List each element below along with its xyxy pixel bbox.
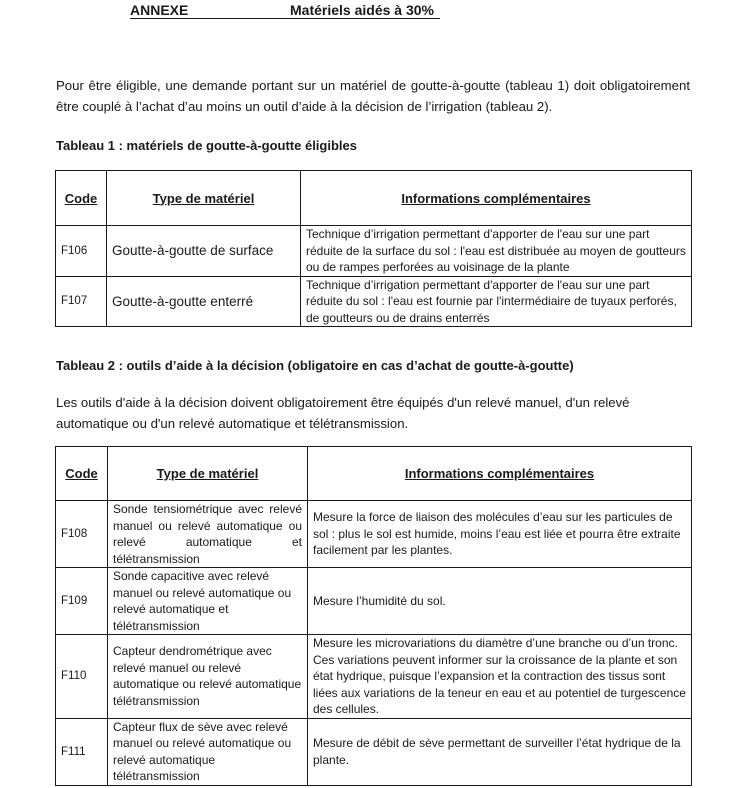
table2 [55, 446, 692, 786]
table2-intro: Les outils d'aide à la décision doivent obligatoirement être équipés d'un relevé manuel, d'un relevé automatique ou d'un relevé automatique et télétransmission. [56, 395, 630, 431]
table-row [56, 226, 692, 277]
row-info: Technique d’irrigation permettant d'apporter de l'eau sur une part réduite de la surface du sol : l'eau est distribuée au moyen de goutteurs ou de rampes perforées au voisinage de la plante [301, 226, 692, 277]
page-title [130, 2, 440, 19]
intro-paragraph: Pour être éligible, une demande portant sur un matériel de goutte-à-goutte (tableau 1) doit obligatoirement être couplé à l’achat d’au moins un outil d’aide à la décision de l’irrigation (tableau 2). [56, 78, 690, 114]
row-type: Sonde capacitive avec relevé manuel ou relevé automatique ou relevé automatique et télétransmission [108, 568, 308, 635]
row-info: Mesure de débit de sève permettant de surveiller l’état hydrique de la plante. [308, 718, 692, 785]
table1-header-row [56, 171, 692, 226]
row-info: Mesure la force de liaison des molécules d’eau sur les particules de sol : plus le sol est humide, moins l’eau est liée et pourra être extraite facilement par les plantes. [308, 501, 692, 568]
table1-col-info: Informations complémentaires [301, 171, 692, 226]
table-row [56, 568, 692, 635]
table-row [56, 276, 692, 327]
row-code: F109 [56, 568, 108, 635]
table2-heading: Tableau 2 : outils d’aide à la décision (obligatoire en cas d’achat de goutte-à-goutte) [56, 358, 574, 373]
row-type: Goutte-à-goutte de surface [107, 226, 301, 277]
row-info: Mesure les microvariations du diamètre d’une branche ou d’un tronc. Ces variations peuvent informer sur la croissance de la plante et son état hydrique, puisque l’expansion et la contraction des tissus sont liées aux variations de la teneur en eau et au potentiel de turgescence des cellules. [308, 635, 692, 719]
row-type: Sonde tensiométrique avec relevé manuel ou relevé automatique ou relevé automatique et télétransmission [108, 501, 308, 568]
table2-col-info: Informations complémentaires [308, 447, 692, 501]
row-code: F107 [56, 276, 107, 327]
row-code: F108 [56, 501, 108, 568]
row-info: Technique d’irrigation permettant d'apporter de l'eau sur une part réduite du sol : l'eau est fournie par l'intermédiaire de tuyaux perforés, de goutteurs ou de drains enterrés [301, 276, 692, 327]
row-code: F106 [56, 226, 107, 277]
row-type: Capteur dendrométrique avec relevé manuel ou relevé automatique ou relevé automatique télétransmission [108, 635, 308, 719]
row-type: Goutte-à-goutte enterré [107, 276, 301, 327]
row-type: Capteur flux de sève avec relevé manuel ou relevé automatique ou relevé automatique télétransmission [108, 718, 308, 785]
table2-header-row [56, 447, 692, 501]
table1-col-type: Type de matériel [107, 171, 301, 226]
table-row [56, 718, 692, 785]
title-subject: Matériels aidés à 30% [290, 2, 434, 18]
table2-col-code: Code [56, 447, 108, 501]
row-code: F110 [56, 635, 108, 719]
table-row [56, 501, 692, 568]
table1-col-code: Code [56, 171, 107, 226]
row-code: F111 [56, 718, 108, 785]
table1-heading: Tableau 1 : matériels de goutte-à-goutte éligibles [56, 138, 357, 153]
table2-col-type: Type de matériel [108, 447, 308, 501]
title-annexe: ANNEXE [130, 2, 189, 18]
table1 [55, 170, 692, 327]
row-info: Mesure l’humidité du sol. [308, 568, 692, 635]
table-row [56, 635, 692, 719]
